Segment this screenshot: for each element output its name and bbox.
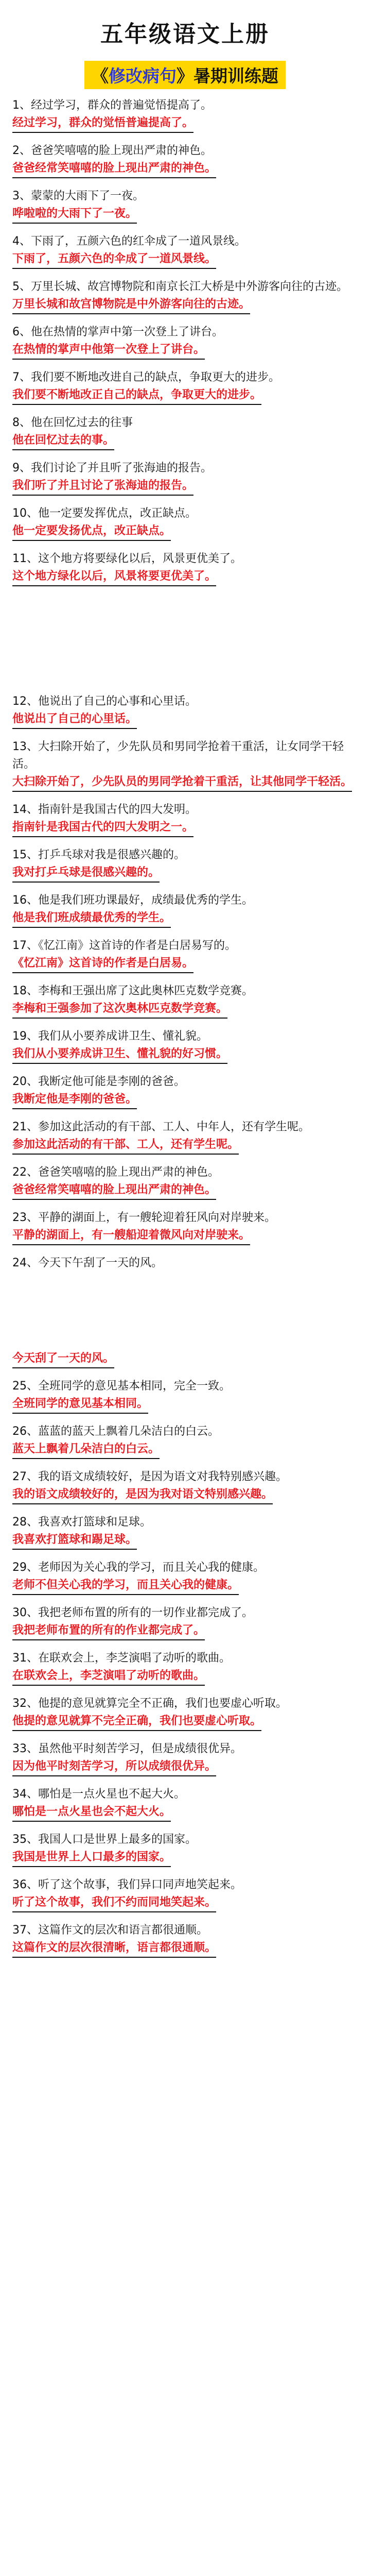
question-text: 2、爸爸笑嘻嘻的脸上现出严肃的神色。 <box>12 144 212 157</box>
answer-text: 大扫除开始了，少先队员的男同学抢着干重活，让其他同学干轻活。 <box>12 773 352 792</box>
exercise-section-1 <box>12 97 352 596</box>
question-text: 23、平静的湖面上，有一艘轮迎着狂风向对岸驶来。 <box>12 1211 276 1224</box>
subtitle-rest: 暑期训练题 <box>193 66 278 86</box>
exercise-item <box>12 982 352 1028</box>
answer-text: 他是我们班成绩最优秀的学生。 <box>12 909 171 928</box>
subtitle-open: 《 <box>92 66 109 86</box>
subtitle-name: 修改病句 <box>109 66 177 86</box>
answer-text: 这个地方绿化以后，风景将要更优美了。 <box>12 568 216 586</box>
answer-text: 他一定要发扬优点，改正缺点。 <box>12 522 171 541</box>
question-text: 35、我国人口是世界上最多的国家。 <box>12 1833 197 1846</box>
subtitle <box>84 61 286 89</box>
question-text: 8、他在回忆过去的往事 <box>12 416 133 429</box>
exercise-item <box>12 1786 352 1831</box>
exercise-section-3 <box>12 1350 352 1967</box>
exercise-item <box>12 278 352 324</box>
exercise-item <box>12 846 352 892</box>
answer-text: 因为他平时刻苦学习，所以成绩很优异。 <box>12 1758 216 1776</box>
question-text: 12、他说出了自己的心事和心里话。 <box>12 695 197 708</box>
exercise-item <box>12 550 352 596</box>
answer-text: 下雨了，五颜六色的伞成了一道风景线。 <box>12 250 216 269</box>
question-text: 17、《忆江南》这首诗的作者是白居易写的。 <box>12 939 236 952</box>
answer-text: 全班同学的意见基本相同。 <box>12 1395 148 1414</box>
subtitle-banner <box>0 61 370 89</box>
question-text: 19、我们从小要养成讲卫生、懂礼貌。 <box>12 1030 208 1043</box>
question-text: 13、大扫除开始了，少先队员和男同学抢着干重活，让女同学干轻活。 <box>12 740 344 771</box>
answer-text: 听了这个故事，我们不约而同地笑起来。 <box>12 1894 216 1912</box>
answer-text: 今天刮了一天的风。 <box>12 1350 114 1368</box>
question-text: 28、我喜欢打篮球和足球。 <box>12 1516 151 1529</box>
exercise-item <box>12 1028 352 1073</box>
question-text: 31、在联欢会上，李芝演唱了动听的歌曲。 <box>12 1652 231 1665</box>
exercise-item <box>12 188 352 233</box>
exercise-item <box>12 233 352 278</box>
answer-text: 他在回忆过去的事。 <box>12 432 114 450</box>
answer-text: 这篇作文的层次很清晰，语言都很通顺。 <box>12 1939 216 1958</box>
answer-text: 平静的湖面上，有一艘船迎着微风向对岸驶来。 <box>12 1227 250 1245</box>
question-text: 26、蓝蓝的蓝天上飘着几朵洁白的白云。 <box>12 1425 219 1438</box>
exercise-item <box>12 1740 352 1786</box>
question-text: 32、他提的意见就算完全不正确，我们也要虚心听取。 <box>12 1697 287 1710</box>
question-text: 27、我的语文成绩较好，是因为语文对我特别感兴趣。 <box>12 1470 287 1483</box>
question-text: 11、这个地方将要绿化以后，风景更优美了。 <box>12 552 242 565</box>
answer-text: 蓝天上飘着几朵洁白的白云。 <box>12 1440 160 1459</box>
question-text: 37、这篇作文的层次和语言都很通顺。 <box>12 1924 208 1937</box>
exercise-item <box>12 937 352 982</box>
answer-text: 爸爸经常笑嘻嘻的脸上现出严肃的神色。 <box>12 1181 216 1200</box>
answer-text: 哗啦啦的大雨下了一夜。 <box>12 205 137 224</box>
exercise-item <box>12 1831 352 1876</box>
question-text: 22、爸爸笑嘻嘻的脸上现出严肃的神色。 <box>12 1166 219 1179</box>
exercise-item <box>12 97 352 142</box>
exercise-item <box>12 1164 352 1209</box>
exercise-item <box>12 801 352 846</box>
question-text: 7、我们要不断地改进自己的缺点，争取更大的进步。 <box>12 371 280 384</box>
question-text: 34、哪怕是一点火星也不起大火。 <box>12 1788 185 1801</box>
answer-text: 我国是世界上人口最多的国家。 <box>12 1849 171 1867</box>
exercise-item <box>12 369 352 414</box>
question-text: 20、我断定他可能是李刚的爸爸。 <box>12 1075 185 1088</box>
answer-text: 我喜欢打篮球和踢足球。 <box>12 1531 137 1550</box>
answer-text: 指南针是我国古代的四大发明之一。 <box>12 819 193 837</box>
answer-text: 万里长城和故宫博物院是中外游客向往的古迹。 <box>12 296 250 314</box>
answer-text: 我把老师布置的所有的作业都完成了。 <box>12 1622 205 1640</box>
exercise-item <box>12 1073 352 1118</box>
exercise-item <box>12 414 352 460</box>
answer-text: 老师不但关心我的学习，而且关心我的健康。 <box>12 1577 239 1595</box>
question-text: 3、蒙蒙的大雨下了一夜。 <box>12 190 144 202</box>
question-text: 5、万里长城、故宫博物院和南京长江大桥是中外游客向往的古迹。 <box>12 280 348 293</box>
question-text: 18、李梅和王强出席了这此奥林匹克数学竞赛。 <box>12 985 253 997</box>
exercise-item <box>12 1695 352 1740</box>
answer-text: 他提的意见就算不完全正确，我们也要虚心听取。 <box>12 1713 261 1731</box>
exercise-item <box>12 1468 352 1514</box>
question-text: 6、他在热情的掌声中第一次登上了讲台。 <box>12 326 223 338</box>
exercise-item <box>12 738 352 801</box>
answer-text: 我对打乒乓球是很感兴趣的。 <box>12 864 160 883</box>
answer-text: 哪怕是一点火星也会不起大火。 <box>12 1803 171 1822</box>
exercise-item <box>12 1118 352 1164</box>
exercise-item <box>12 1650 352 1695</box>
exercise-item <box>12 1559 352 1604</box>
exercise-item <box>12 892 352 937</box>
answer-text: 参加这此活动的有干部、工人，还有学生呢。 <box>12 1136 239 1155</box>
question-text: 29、老师因为关心我的学习，而且关心我的健康。 <box>12 1561 265 1574</box>
question-text: 9、我们讨论了并且听了张海迪的报告。 <box>12 462 212 474</box>
question-text: 36、听了这个故事，我们异口同声地笑起来。 <box>12 1878 242 1891</box>
exercise-item <box>12 505 352 550</box>
exercise-item <box>12 1922 352 1967</box>
exercise-item <box>12 693 352 738</box>
answer-text: 在联欢会上，李芝演唱了动听的歌曲。 <box>12 1667 205 1686</box>
question-text: 15、打乒乓球对我是很感兴趣的。 <box>12 849 185 861</box>
exercise-item <box>12 1255 352 1272</box>
answer-text: 我断定他是李刚的爸爸。 <box>12 1091 137 1109</box>
question-text: 33、虽然他平时刻苦学习，但是成绩很优异。 <box>12 1742 242 1755</box>
exercise-item <box>12 1876 352 1922</box>
subtitle-close: 》 <box>177 66 193 86</box>
question-text: 21、参加这此活动的有干部、工人、中年人，还有学生呢。 <box>12 1121 310 1133</box>
question-text: 24、今天下午刮了一天的风。 <box>12 1257 163 1269</box>
question-text: 16、他是我们班功课最好，成绩最优秀的学生。 <box>12 894 253 907</box>
question-text: 4、下雨了，五颜六色的红伞成了一道风景线。 <box>12 235 246 248</box>
answer-text: 我们要不断地改正自己的缺点，争取更大的进步。 <box>12 386 261 405</box>
answer-text: 我们从小要养成讲卫生、懂礼貌的好习惯。 <box>12 1045 227 1064</box>
question-text: 10、他一定要发挥优点，改正缺点。 <box>12 507 197 520</box>
question-text: 14、指南针是我国古代的四大发明。 <box>12 803 197 816</box>
exercise-item <box>12 1378 352 1423</box>
exercise-item <box>12 142 352 188</box>
exercise-item <box>12 1514 352 1559</box>
answer-text: 《忆江南》这首诗的作者是白居易。 <box>12 955 193 973</box>
answer-text: 李梅和王强参加了这次奥林匹克数学竞赛。 <box>12 1000 227 1019</box>
exercise-item <box>12 460 352 505</box>
exercise-item <box>12 324 352 369</box>
exercise-item <box>12 1350 352 1378</box>
question-text: 1、经过学习，群众的普遍觉悟提高了。 <box>12 99 212 112</box>
question-text: 25、全班同学的意见基本相同，完全一致。 <box>12 1380 231 1393</box>
answer-text: 我们听了并且讨论了张海迪的报告。 <box>12 477 193 496</box>
answer-text: 经过学习，群众的觉悟普遍提高了。 <box>12 114 193 133</box>
exercise-item <box>12 1209 352 1255</box>
answer-text: 爸爸经常笑嘻嘻的脸上现出严肃的神色。 <box>12 160 216 178</box>
exercise-section-2 <box>12 693 352 1272</box>
exercise-item <box>12 1423 352 1468</box>
answer-text: 他说出了自己的心里话。 <box>12 710 137 729</box>
exercise-item <box>12 1604 352 1650</box>
answer-text: 我的语文成绩较好的，是因为我对语文特别感兴趣。 <box>12 1486 273 1504</box>
page-title: 五年级语文上册 <box>100 21 270 47</box>
answer-text: 在热情的掌声中他第一次登上了讲台。 <box>12 341 205 360</box>
question-text: 30、我把老师布置的所有的一切作业都完成了。 <box>12 1606 253 1619</box>
